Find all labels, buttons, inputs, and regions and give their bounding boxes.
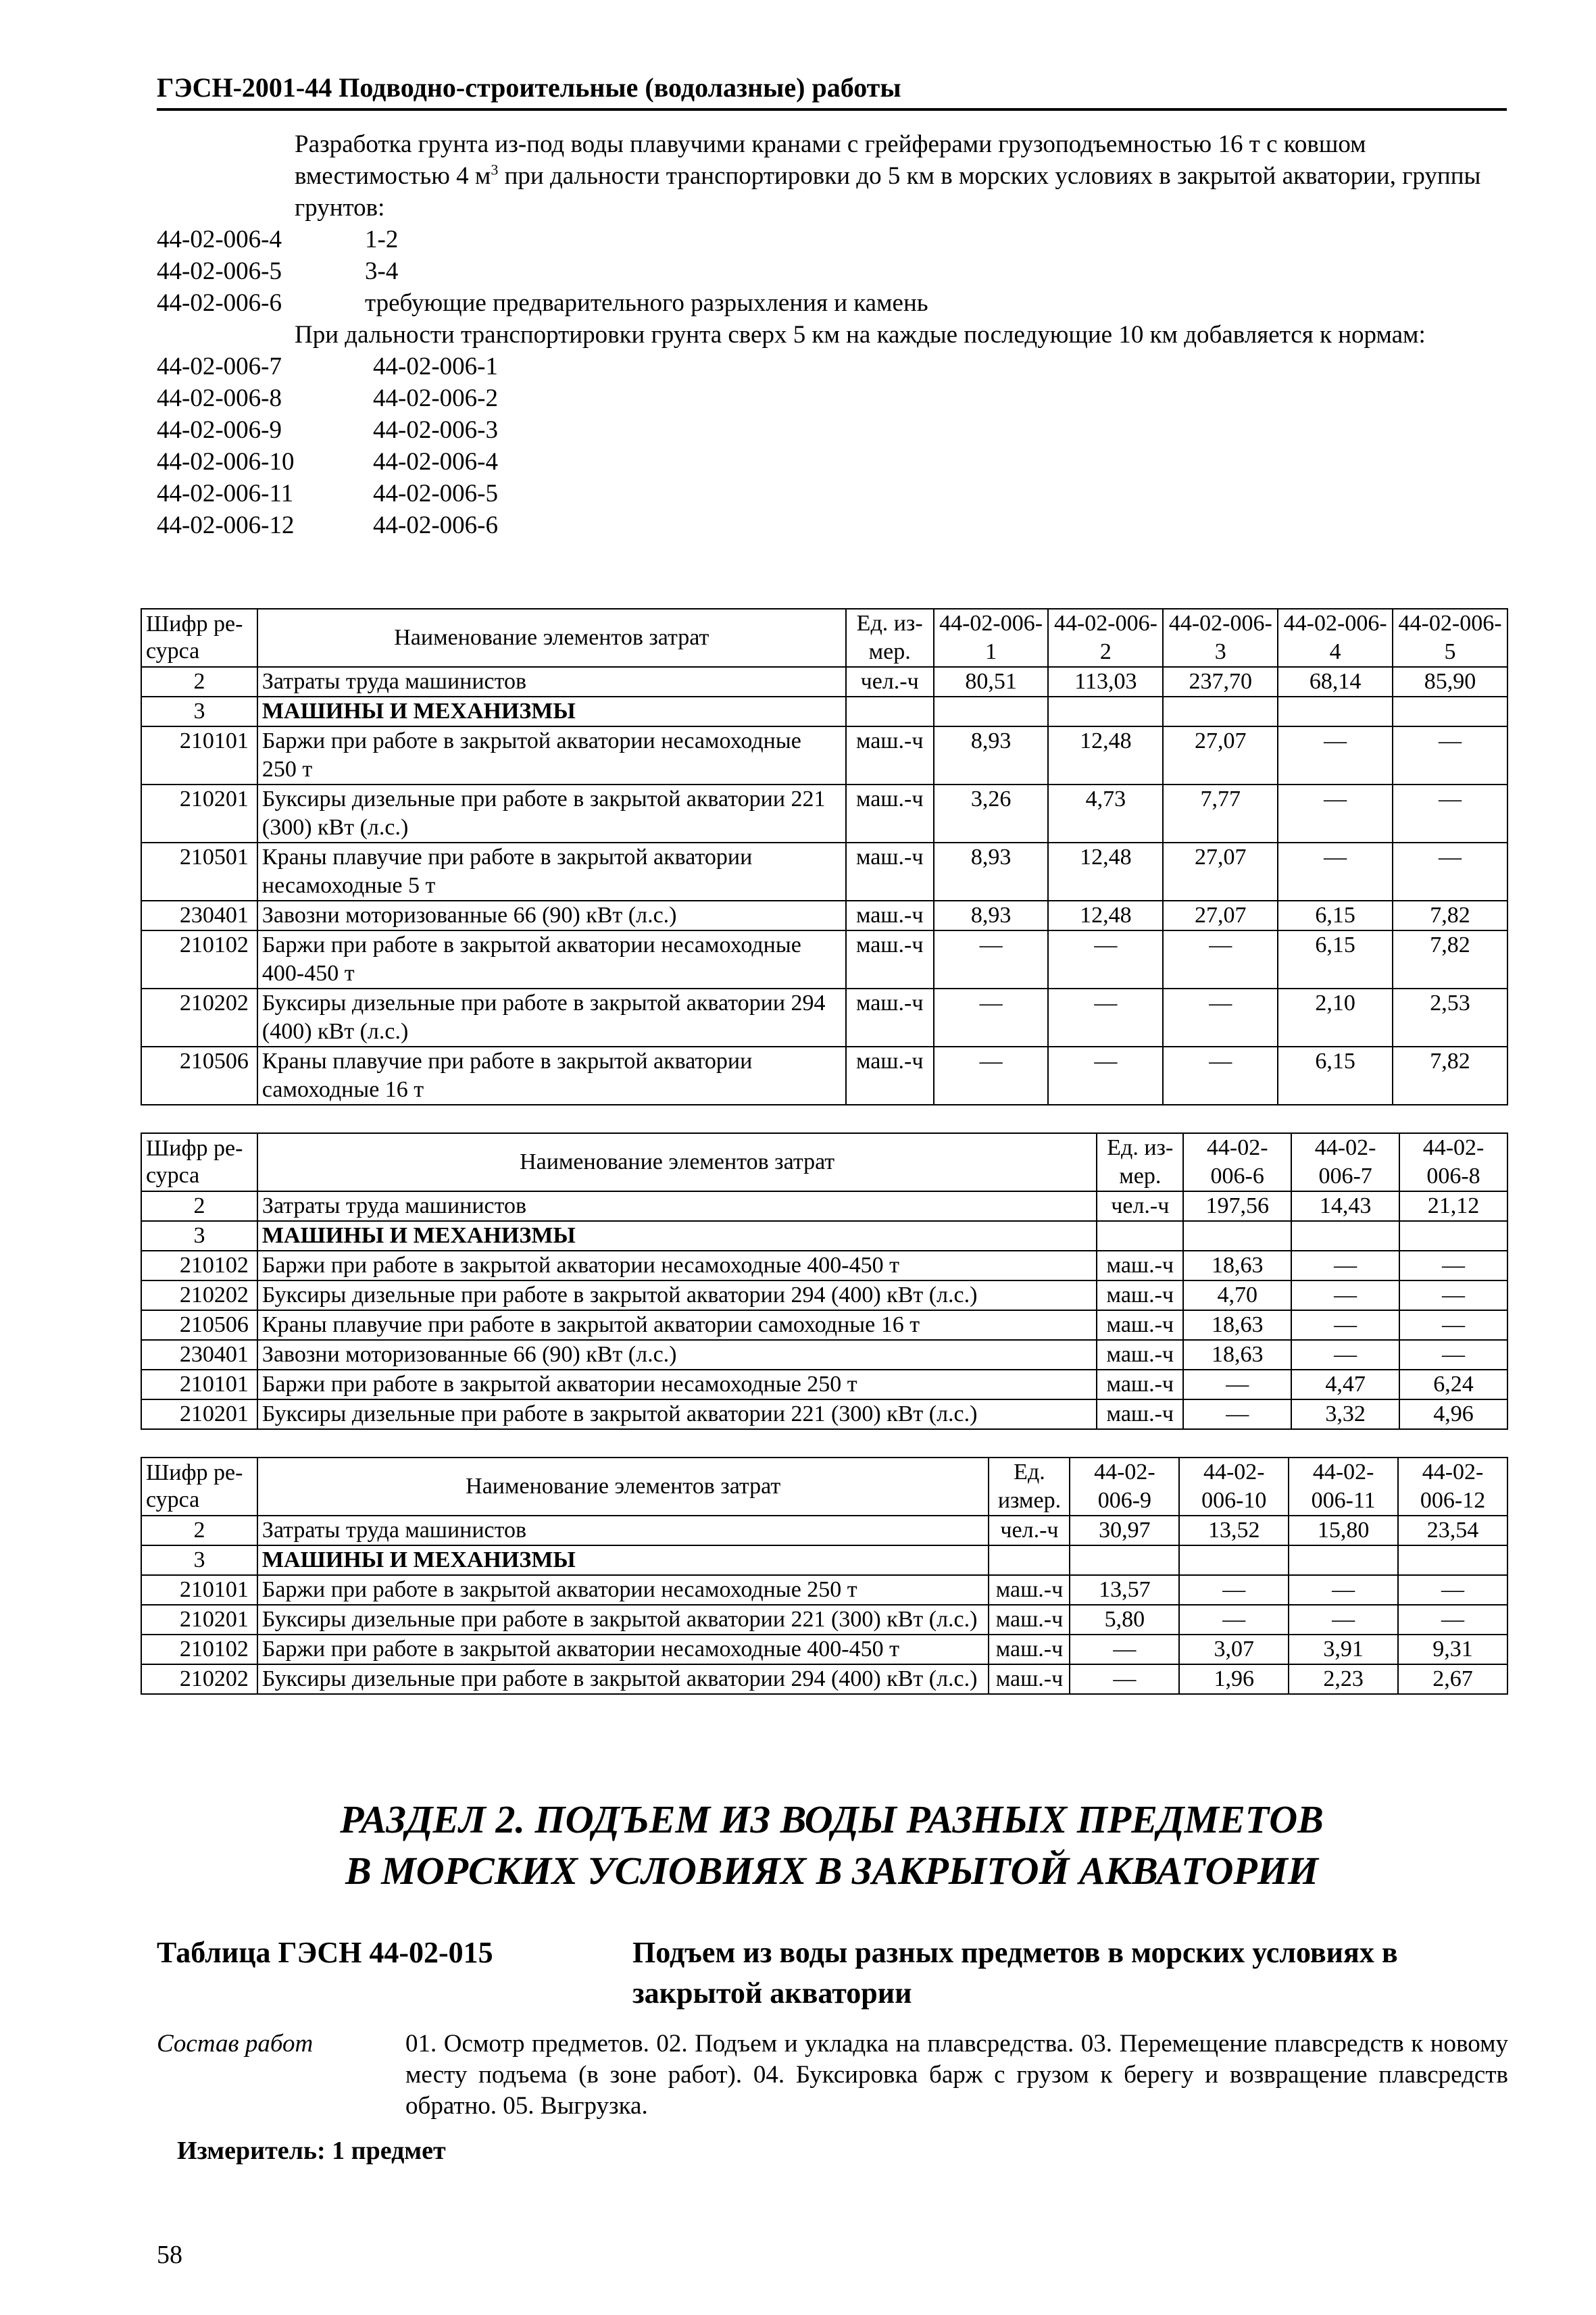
resource-code-cell: 210102 — [141, 1635, 257, 1664]
norm-value-cell: 21,12 — [1399, 1191, 1507, 1221]
resource-code-cell: 2 — [141, 667, 257, 697]
soil-group-row — [157, 255, 1508, 287]
table-header-row — [141, 1133, 1507, 1191]
col-header-norm: 44-02-006-1 — [934, 609, 1049, 667]
resource-code-cell: 230401 — [141, 901, 257, 930]
resource-code-cell: 210101 — [141, 1575, 257, 1605]
norm-value-cell: 27,07 — [1163, 901, 1278, 930]
col-header-name: Наименование элементов затрат — [257, 609, 846, 667]
norm-code: 44-02-006-7 — [157, 353, 282, 380]
addition-row — [157, 414, 1508, 446]
norm-value-cell: 3,32 — [1291, 1399, 1399, 1429]
norm-value-cell: 8,93 — [934, 843, 1049, 901]
base-norm-code: 44-02-006-3 — [373, 416, 498, 444]
norm-value-cell: 197,56 — [1183, 1191, 1291, 1221]
norm-value-cell: — — [1393, 843, 1507, 901]
norm-value-cell: — — [1393, 726, 1507, 785]
cost-element-name-cell: Буксиры дизельные при работе в закрытой акватории 221 (300) кВт (л.с.) — [257, 785, 846, 843]
unit-cell: маш.-ч — [846, 1047, 934, 1105]
table-label: Таблица ГЭСН 44-02-015 — [157, 1936, 493, 1969]
norm-value-cell: — — [1291, 1340, 1399, 1370]
table-row — [141, 1251, 1507, 1280]
norm-value-cell: — — [1183, 1399, 1291, 1429]
norm-value-cell: 237,70 — [1163, 667, 1278, 697]
norm-value-cell: 6,15 — [1278, 930, 1393, 989]
norm-value-cell: 2,10 — [1278, 989, 1393, 1047]
table-title: Подъем из воды разных предметов в морских условиях в закрытой акватории — [632, 1936, 1398, 2010]
resource-code-cell: 210201 — [141, 1399, 257, 1429]
unit-cell: маш.-ч — [989, 1605, 1070, 1635]
norm-value-cell: — — [934, 930, 1049, 989]
norm-value-cell — [1291, 1221, 1399, 1251]
norm-value-cell: — — [1289, 1575, 1398, 1605]
resource-code-cell: 210506 — [141, 1047, 257, 1105]
section-title-line: РАЗДЕЛ 2. ПОДЪЕМ ИЗ ВОДЫ РАЗНЫХ ПРЕДМЕТОВ — [340, 1797, 1324, 1841]
col-header-name: Наименование элементов затрат — [257, 1133, 1097, 1191]
col-header-unit: Ед. из-мер. — [846, 609, 934, 667]
norm-value-cell: — — [1291, 1251, 1399, 1280]
resource-code-cell: 2 — [141, 1191, 257, 1221]
norm-value-cell: 7,82 — [1393, 930, 1507, 989]
norm-value-cell — [1048, 697, 1163, 726]
resource-code-cell: 3 — [141, 697, 257, 726]
norm-value-cell: 1,96 — [1179, 1664, 1289, 1694]
norm-value-cell: 2,53 — [1393, 989, 1507, 1047]
base-norm-code: 44-02-006-5 — [373, 480, 498, 507]
cost-element-name-cell: Краны плавучие при работе в закрытой акватории самоходные 16 т — [257, 1310, 1097, 1340]
table-row — [141, 785, 1507, 843]
norm-value-cell: 6,15 — [1278, 1047, 1393, 1105]
table-header-row — [141, 1458, 1507, 1516]
norm-value-cell: — — [1289, 1605, 1398, 1635]
norm-value-cell: 4,96 — [1399, 1399, 1507, 1429]
header-rule — [157, 108, 1507, 111]
soil-group-desc: требующие предварительного разрыхления и камень — [365, 289, 928, 317]
norm-value-cell — [1183, 1221, 1291, 1251]
table-row — [141, 1370, 1507, 1399]
resource-code-cell: 2 — [141, 1516, 257, 1545]
norm-code: 44-02-006-11 — [157, 480, 294, 507]
unit-cell — [989, 1545, 1070, 1575]
norm-value-cell: 8,93 — [934, 901, 1049, 930]
col-header-norm: 44-02-006-8 — [1399, 1133, 1507, 1191]
norm-value-cell: — — [1393, 785, 1507, 843]
soil-group-row — [157, 287, 1508, 319]
norm-value-cell: 18,63 — [1183, 1340, 1291, 1370]
norm-value-cell: 3,26 — [934, 785, 1049, 843]
norm-value-cell: — — [1399, 1310, 1507, 1340]
table-row — [141, 930, 1507, 989]
works-text: 01. Осмотр предметов. 02. Подъем и укладка на плавсредства. 03. Перемещение плавсредств к новому месту подъема (в зоне работ). 04. Буксировка барж с грузом к берегу и возвращение плавсредств обратно. 05. Выгрузка. — [405, 2030, 1508, 2120]
cost-element-name-cell: Баржи при работе в закрытой акватории несамоходные 250 т — [257, 726, 846, 785]
base-norm-code: 44-02-006-4 — [373, 448, 498, 476]
addition-row — [157, 446, 1508, 478]
resource-code-cell: 3 — [141, 1545, 257, 1575]
resource-code-cell: 210201 — [141, 1605, 257, 1635]
resource-code-cell: 210101 — [141, 1370, 257, 1399]
resource-code-cell: 210102 — [141, 930, 257, 989]
soil-group-desc: 1-2 — [365, 226, 399, 253]
addition-row — [157, 382, 1508, 414]
table-row — [141, 1280, 1507, 1310]
col-header-code: Шифр ре-сурса — [141, 1458, 257, 1516]
intro-block — [157, 128, 1508, 541]
section-title-line: В МОРСКИХ УСЛОВИЯХ В ЗАКРЫТОЙ АКВАТОРИИ — [345, 1849, 1318, 1893]
norm-value-cell: 23,54 — [1398, 1516, 1507, 1545]
norm-value-cell: 13,52 — [1179, 1516, 1289, 1545]
unit-cell: маш.-ч — [846, 930, 934, 989]
soil-group-row — [157, 224, 1508, 255]
running-header: ГЭСН-2001-44 Подводно-строительные (водолазные) работы — [157, 72, 901, 103]
norm-code: 44-02-006-8 — [157, 384, 282, 412]
unit-cell: маш.-ч — [989, 1664, 1070, 1694]
table-row — [141, 726, 1507, 785]
norm-value-cell: — — [1179, 1605, 1289, 1635]
norm-value-cell: — — [1048, 1047, 1163, 1105]
cost-element-name-cell: Завозни моторизованные 66 (90) кВт (л.с.) — [257, 901, 846, 930]
norm-value-cell: — — [1291, 1310, 1399, 1340]
cost-element-name-cell: Баржи при работе в закрытой акватории несамоходные 250 т — [257, 1575, 989, 1605]
measure-unit: Измеритель: 1 предмет — [177, 2137, 446, 2165]
cost-element-name-cell: Баржи при работе в закрытой акватории несамоходные 250 т — [257, 1370, 1097, 1399]
norm-value-cell: — — [1070, 1664, 1179, 1694]
table-row — [141, 1047, 1507, 1105]
norm-value-cell — [1179, 1545, 1289, 1575]
cost-element-name-cell: МАШИНЫ И МЕХАНИЗМЫ — [257, 1221, 1097, 1251]
unit-cell: маш.-ч — [1097, 1340, 1183, 1370]
norm-value-cell: 4,73 — [1048, 785, 1163, 843]
table-row — [141, 1664, 1507, 1694]
table-row — [141, 1516, 1507, 1545]
norm-value-cell — [1398, 1545, 1507, 1575]
unit-cell: маш.-ч — [1097, 1310, 1183, 1340]
unit-cell — [1097, 1221, 1183, 1251]
col-header-norm: 44-02-006-12 — [1398, 1458, 1507, 1516]
cost-element-name-cell: Буксиры дизельные при работе в закрытой акватории 221 (300) кВт (л.с.) — [257, 1399, 1097, 1429]
resource-code-cell: 210101 — [141, 726, 257, 785]
norm-value-cell — [1163, 697, 1278, 726]
addition-row — [157, 478, 1508, 509]
norm-value-cell: — — [1278, 843, 1393, 901]
unit-cell: маш.-ч — [846, 785, 934, 843]
norm-value-cell: 15,80 — [1289, 1516, 1398, 1545]
addition-row — [157, 509, 1508, 541]
section-title — [157, 1794, 1507, 1897]
resource-code-cell: 3 — [141, 1221, 257, 1251]
norm-value-cell: — — [1399, 1280, 1507, 1310]
superscript-cubic: 3 — [491, 161, 499, 178]
norm-value-cell: 18,63 — [1183, 1251, 1291, 1280]
resource-code-cell: 210202 — [141, 989, 257, 1047]
norm-code: 44-02-006-12 — [157, 512, 295, 539]
col-header-norm: 44-02-006-6 — [1183, 1133, 1291, 1191]
norms-table-3 — [141, 1457, 1508, 1695]
cost-element-name-cell: Баржи при работе в закрытой акватории несамоходные 400-450 т — [257, 930, 846, 989]
table-row — [141, 1605, 1507, 1635]
col-header-unit: Ед. из-мер. — [1097, 1133, 1183, 1191]
table-row — [141, 1191, 1507, 1221]
norm-value-cell: — — [1398, 1605, 1507, 1635]
resource-code-cell: 210202 — [141, 1280, 257, 1310]
unit-cell — [846, 697, 934, 726]
cost-element-name-cell: Краны плавучие при работе в закрытой акватории несамоходные 5 т — [257, 843, 846, 901]
norm-value-cell: 27,07 — [1163, 726, 1278, 785]
norm-value-cell — [1289, 1545, 1398, 1575]
table-row — [141, 1340, 1507, 1370]
unit-cell: маш.-ч — [1097, 1251, 1183, 1280]
norm-code: 44-02-006-10 — [157, 448, 295, 476]
table-header-row — [141, 609, 1507, 667]
intro-paragraph-text: Разработка грунта из-под воды плавучими кранами с грейферами грузоподъемностью 16 т с ковшом вместимостью 4 м — [295, 130, 1366, 190]
norm-value-cell: 18,63 — [1183, 1310, 1291, 1340]
table-row — [141, 1635, 1507, 1664]
page-number: 58 — [157, 2241, 182, 2269]
col-header-code: Шифр ре-сурса — [141, 609, 257, 667]
norm-value-cell: — — [1183, 1370, 1291, 1399]
norm-value-cell: 3,07 — [1179, 1635, 1289, 1664]
col-header-norm: 44-02-006-3 — [1163, 609, 1278, 667]
col-header-norm: 44-02-006-2 — [1048, 609, 1163, 667]
unit-cell: маш.-ч — [989, 1575, 1070, 1605]
col-header-code: Шифр ре-сурса — [141, 1133, 257, 1191]
norm-value-cell: — — [1398, 1575, 1507, 1605]
col-header-name: Наименование элементов затрат — [257, 1458, 989, 1516]
resource-code-cell: 210102 — [141, 1251, 257, 1280]
col-header-norm: 44-02-006-10 — [1179, 1458, 1289, 1516]
norm-value-cell: 27,07 — [1163, 843, 1278, 901]
cost-element-name-cell: Буксиры дизельные при работе в закрытой акватории 294 (400) кВт (л.с.) — [257, 989, 846, 1047]
unit-cell: чел.-ч — [1097, 1191, 1183, 1221]
unit-cell: маш.-ч — [846, 843, 934, 901]
norm-value-cell: — — [1163, 989, 1278, 1047]
norm-value-cell: 2,67 — [1398, 1664, 1507, 1694]
norm-value-cell: — — [1070, 1635, 1179, 1664]
norm-code: 44-02-006-5 — [157, 257, 282, 285]
table-row — [141, 901, 1507, 930]
norm-value-cell: — — [1048, 989, 1163, 1047]
norm-value-cell: — — [1179, 1575, 1289, 1605]
col-header-norm: 44-02-006-4 — [1278, 609, 1393, 667]
norm-value-cell: 12,48 — [1048, 843, 1163, 901]
norms-table-2 — [141, 1132, 1508, 1430]
norm-value-cell: 8,93 — [934, 726, 1049, 785]
cost-element-name-cell: Затраты труда машинистов — [257, 1191, 1097, 1221]
norm-value-cell: 12,48 — [1048, 726, 1163, 785]
intro-paragraph-additions: При дальности транспортировки грунта сверх 5 км на каждые последующие 10 км добавляется к нормам: — [295, 321, 1426, 349]
unit-cell: маш.-ч — [846, 726, 934, 785]
norm-code: 44-02-006-9 — [157, 416, 282, 444]
norm-value-cell: — — [1163, 1047, 1278, 1105]
unit-cell: маш.-ч — [989, 1635, 1070, 1664]
table-row — [141, 843, 1507, 901]
norm-value-cell: — — [1291, 1280, 1399, 1310]
col-header-norm: 44-02-006-11 — [1289, 1458, 1398, 1516]
norm-value-cell: — — [1163, 930, 1278, 989]
unit-cell: маш.-ч — [846, 989, 934, 1047]
norm-value-cell: — — [1399, 1251, 1507, 1280]
works-label: Состав работ — [157, 2030, 314, 2058]
intro-paragraph — [157, 128, 1508, 224]
intro-paragraph-text-cont: при дальности транспортировки до 5 км в морских условиях в закрытой акватории, группы грунтов: — [295, 162, 1481, 222]
norm-value-cell: 30,97 — [1070, 1516, 1179, 1545]
base-norm-code: 44-02-006-2 — [373, 384, 498, 412]
base-norm-code: 44-02-006-1 — [373, 353, 498, 380]
unit-cell: чел.-ч — [846, 667, 934, 697]
addition-row — [157, 351, 1508, 382]
norm-value-cell: 4,70 — [1183, 1280, 1291, 1310]
cost-element-name-cell: Буксиры дизельные при работе в закрытой акватории 294 (400) кВт (л.с.) — [257, 1664, 989, 1694]
cost-element-name-cell: Затраты труда машинистов — [257, 1516, 989, 1545]
norms-table-1 — [141, 608, 1508, 1105]
cost-element-name-cell: Баржи при работе в закрытой акватории несамоходные 400-450 т — [257, 1635, 989, 1664]
norm-value-cell: 7,77 — [1163, 785, 1278, 843]
norm-value-cell: 2,23 — [1289, 1664, 1398, 1694]
norm-value-cell: — — [1278, 726, 1393, 785]
norm-value-cell: — — [1278, 785, 1393, 843]
norm-value-cell: 13,57 — [1070, 1575, 1179, 1605]
norm-value-cell — [1393, 697, 1507, 726]
table-row — [141, 1399, 1507, 1429]
cost-element-name-cell: МАШИНЫ И МЕХАНИЗМЫ — [257, 697, 846, 726]
norm-value-cell: 14,43 — [1291, 1191, 1399, 1221]
norm-value-cell: 113,03 — [1048, 667, 1163, 697]
cost-element-name-cell: Краны плавучие при работе в закрытой акватории самоходные 16 т — [257, 1047, 846, 1105]
col-header-norm: 44-02-006-7 — [1291, 1133, 1399, 1191]
table-row — [141, 1575, 1507, 1605]
unit-cell: маш.-ч — [1097, 1370, 1183, 1399]
norm-value-cell: 5,80 — [1070, 1605, 1179, 1635]
norm-value-cell: 3,91 — [1289, 1635, 1398, 1664]
cost-element-name-cell: МАШИНЫ И МЕХАНИЗМЫ — [257, 1545, 989, 1575]
cost-element-name-cell: Баржи при работе в закрытой акватории несамоходные 400-450 т — [257, 1251, 1097, 1280]
table-row — [141, 989, 1507, 1047]
resource-code-cell: 230401 — [141, 1340, 257, 1370]
norm-value-cell: 12,48 — [1048, 901, 1163, 930]
norm-value-cell: 68,14 — [1278, 667, 1393, 697]
norm-value-cell: — — [934, 989, 1049, 1047]
col-header-unit: Ед. измер. — [989, 1458, 1070, 1516]
table-group-row — [141, 1545, 1507, 1575]
cost-element-name-cell: Буксиры дизельные при работе в закрытой акватории 294 (400) кВт (л.с.) — [257, 1280, 1097, 1310]
unit-cell: маш.-ч — [1097, 1280, 1183, 1310]
unit-cell: маш.-ч — [846, 901, 934, 930]
norm-code: 44-02-006-4 — [157, 226, 282, 253]
norm-value-cell: 85,90 — [1393, 667, 1507, 697]
resource-code-cell: 210506 — [141, 1310, 257, 1340]
norm-value-cell: 6,15 — [1278, 901, 1393, 930]
norm-value-cell: 7,82 — [1393, 901, 1507, 930]
norm-value-cell — [1278, 697, 1393, 726]
norm-code: 44-02-006-6 — [157, 289, 282, 317]
unit-cell: маш.-ч — [1097, 1399, 1183, 1429]
table-group-row — [141, 1221, 1507, 1251]
norm-value-cell: 7,82 — [1393, 1047, 1507, 1105]
cost-element-name-cell: Затраты труда машинистов — [257, 667, 846, 697]
norm-value-cell: — — [934, 1047, 1049, 1105]
norm-value-cell: 80,51 — [934, 667, 1049, 697]
norm-value-cell — [1399, 1221, 1507, 1251]
resource-code-cell: 210201 — [141, 785, 257, 843]
norm-value-cell: 9,31 — [1398, 1635, 1507, 1664]
cost-element-name-cell: Буксиры дизельные при работе в закрытой акватории 221 (300) кВт (л.с.) — [257, 1605, 989, 1635]
base-norm-code: 44-02-006-6 — [373, 512, 498, 539]
unit-cell: чел.-ч — [989, 1516, 1070, 1545]
norm-value-cell: 4,47 — [1291, 1370, 1399, 1399]
norm-value-cell — [1070, 1545, 1179, 1575]
cost-element-name-cell: Завозни моторизованные 66 (90) кВт (л.с.) — [257, 1340, 1097, 1370]
norm-value-cell — [934, 697, 1049, 726]
resource-code-cell: 210202 — [141, 1664, 257, 1694]
table-row — [141, 1310, 1507, 1340]
col-header-norm: 44-02-006-5 — [1393, 609, 1507, 667]
table-group-row — [141, 697, 1507, 726]
col-header-norm: 44-02-006-9 — [1070, 1458, 1179, 1516]
table-row — [141, 667, 1507, 697]
norm-value-cell: — — [1048, 930, 1163, 989]
norm-value-cell: 6,24 — [1399, 1370, 1507, 1399]
norm-value-cell: — — [1399, 1340, 1507, 1370]
resource-code-cell: 210501 — [141, 843, 257, 901]
soil-group-desc: 3-4 — [365, 257, 399, 285]
